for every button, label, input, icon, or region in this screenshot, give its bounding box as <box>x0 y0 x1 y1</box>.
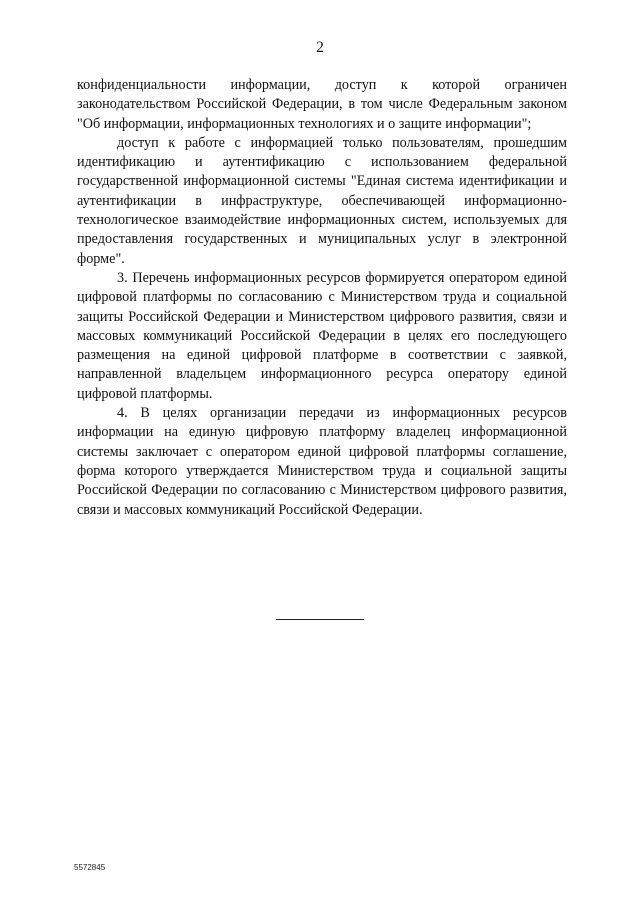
paragraph-confidentiality: конфиденциальности информации, доступ к которой ограничен законодательством Российской Федерации, в том числе Федеральным законом "Об информации, информационных технологиях и о защите информации"; <box>77 77 567 132</box>
document-body <box>77 76 567 520</box>
paragraph-access-identification: доступ к работе с информацией только пользователям, прошедшим идентификацию и аутентификацию с использованием федеральной государственной информационной системы "Единая система идентификации и аутентификации в инфраструктуре, обеспечивающей информационно-технологическое взаимодействие информационных систем, используемых для предоставления государственных и муниципальных услуг в электронной форме". <box>77 134 567 267</box>
document-code: 5572845 <box>74 863 106 872</box>
paragraph-item-3-resource-list: 3. Перечень информационных ресурсов формируется оператором единой цифровой платформы по согласованию с Министерством труда и социальной защиты Российской Федерации и Министерством цифрового развития, связи и массовых коммуникаций Российской Федерации в целях его последующего размещения на единой цифровой платформе в соответствии с заявкой, направленной владельцем информационного ресурса оператору единой цифровой платформы. <box>77 269 567 402</box>
page-number: 2 <box>316 39 324 56</box>
end-separator-line <box>276 619 364 620</box>
paragraph-item-4-transfer-agreement: 4. В целях организации передачи из информационных ресурсов информации на единую цифровую платформу владелец информационной системы заключает с оператором единой цифровой платформы соглашение, форма которого утверждается Министерством труда и социальной защиты Российской Федерации по согласованию с Министерством цифрового развития, связи и массовых коммуникаций Российской Федерации. <box>77 405 567 518</box>
